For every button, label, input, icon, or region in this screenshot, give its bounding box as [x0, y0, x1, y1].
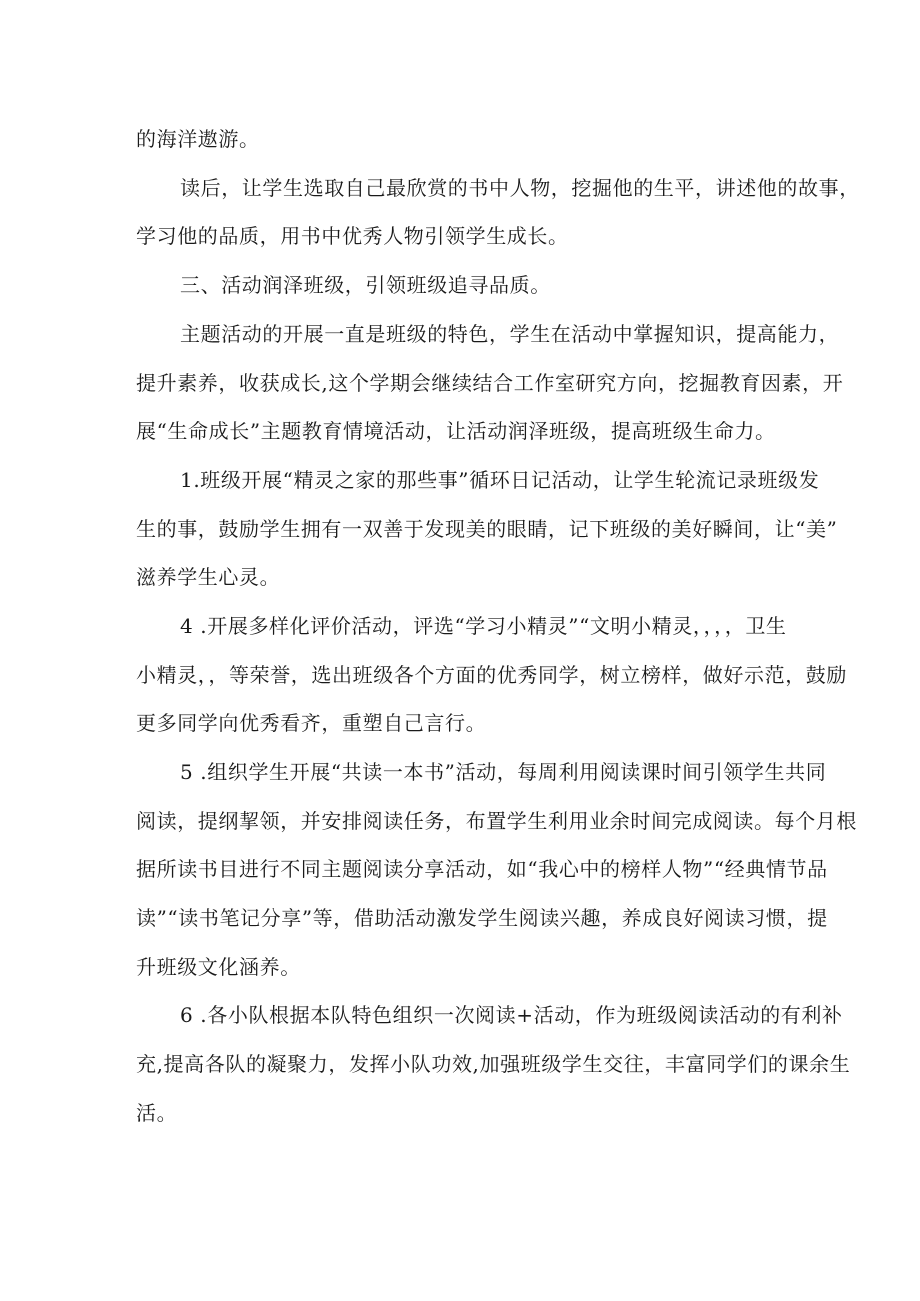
paragraph-line: 展“生命成长”主题教育情境活动，让活动润泽班级，提高班级生命力。	[136, 419, 776, 443]
paragraph-line: 学习他的品质，用书中优秀人物引领学生成长。	[136, 224, 569, 248]
paragraph-line: 更多同学向优秀看齐，重塑自己言行。	[136, 711, 487, 735]
paragraph-line: 的海洋遨游。	[136, 127, 260, 151]
paragraph-line: 4 .开展多样化评价活动，评选“学习小精灵”“文明小精灵，，，，卫生	[180, 614, 787, 638]
section-heading: 三、活动润泽班级，引领班级追寻品质。	[180, 273, 551, 297]
paragraph-line: 升班级文化涵养。	[136, 955, 301, 979]
paragraph-line: 读”“读书笔记分享”等，借助活动激发学生阅读兴趣，养成良好阅读习惯，提	[136, 906, 828, 930]
paragraph-line: 滋养学生心灵。	[136, 565, 281, 589]
paragraph-line: 阅读，提纲挈领，并安排阅读任务，布置学生利用业余时间完成阅读。每个月根	[136, 809, 857, 833]
paragraph-line: 1.班级开展“精灵之家的那些事”循环日记活动，让学生轮流记录班级发	[180, 468, 820, 492]
paragraph-line: 5 .组织学生开展“共读一本书”活动，每周利用阅读课时间引领学生共同	[180, 760, 827, 784]
paragraph-line: 生的事，鼓励学生拥有一双善于发现美的眼睛，记下班级的美好瞬间，让“美”	[136, 517, 838, 541]
paragraph-line: 活。	[136, 1101, 178, 1125]
paragraph-line: 提升素养，收获成长,这个学期会继续结合工作室研究方向，挖掘教育因素，开	[136, 371, 844, 395]
paragraph-line: 读后，让学生选取自己最欣赏的书中人物，挖掘他的生平，讲述他的故事，	[180, 176, 860, 200]
paragraph-line: 据所读书目进行不同主题阅读分享活动，如“我心中的榜样人物”“经典情节品	[136, 857, 828, 881]
paragraph-line: 主题活动的开展一直是班级的特色，学生在活动中掌握知识，提高能力，	[180, 322, 840, 346]
paragraph-line: 6 .各小队根据本队特色组织一次阅读+活动，作为班级阅读活动的有利补	[180, 1003, 843, 1027]
paragraph-line: 小精灵，，等荣誉，选出班级各个方面的优秀同学，树立榜样，做好示范，鼓励	[136, 663, 847, 687]
paragraph-line: 充,提高各队的凝聚力，发挥小队功效,加强班级学生交往，丰富同学们的课余生	[136, 1052, 851, 1076]
